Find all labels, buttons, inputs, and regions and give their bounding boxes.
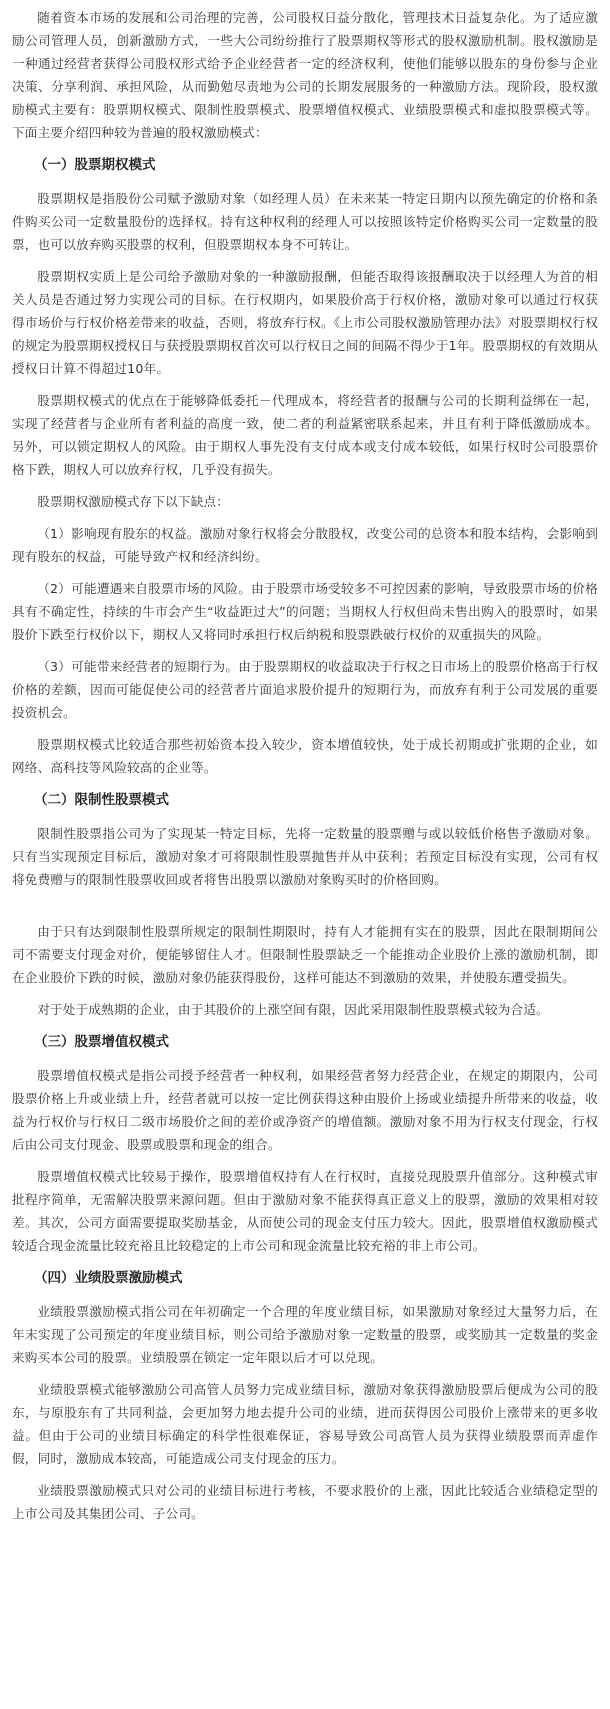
paragraph: 业绩股票模式能够激励公司高管人员努力完成业绩目标，激励对象获得激励股票后便成为公司的股东，与原股东有了共同利益，会更加努力地去提升公司的业绩，进而获得因公司股价上涨带来的更多收益。但由于公司的业绩目标确定的科学性很难保证，容易导致公司高管人员为获得业绩股票而弄虚作假，同时，激励成本较高，可能造成公司支付现金的压力。	[12, 1382, 598, 1466]
paragraph: 业绩股票激励模式只对公司的业绩目标进行考核，不要求股价的上涨，因此比较适合业绩稳定型的上市公司及其集团公司、子公司。	[12, 1483, 598, 1521]
paragraph: 对于处于成熟期的企业，由于其股价的上涨空间有限，因此采用限制性股票模式较为合适。	[37, 1002, 549, 1017]
paragraph: 股票增值权模式比较易于操作，股票增值权持有人在行权时，直接兑现股票升值部分。这种模式审批程序简单，无需解决股票来源问题。但由于激励对象不能获得真正意义上的股票，激励的效果相对较差。其次，公司方面需要提取奖励基金，从而使公司的现金支付压力较大。因此，股票增值权激励模式较适合现金流量比较充裕且比较稳定的上市公司和现金流量比较充裕的非上市公司。	[12, 1169, 598, 1253]
paragraph: 股票期权实质上是公司给予激励对象的一种激励报酬，但能否取得该报酬取决于以经理人为首的相关人员是否通过努力实现公司的目标。在行权期内，如果股价高于行权价格，激励对象可以通过行权获得市场价与行权价格差带来的收益，否则，将放弃行权。《上市公司股权激励管理办法》对股票期权行权的规定为股票期权授权日与获授股票期权首次可以行权日之间的间隔不得少于1年。股票期权的有效期从授权日计算不得超过10年。	[12, 269, 598, 376]
list-item: （2）可能遭遇来自股票市场的风险。由于股票市场受较多不可控因素的影响，导致股票市场的价格具有不确定性，持续的牛市会产生“收益距过大”的问题；当期权人行权但尚未售出购入的股票时，如果股价下跌至行权价以下，期权人又将同时承担行权后纳税和股票跌破行权价的双重损失的风险。	[12, 581, 598, 642]
paragraph: 股票期权是指股份公司赋予激励对象（如经理人员）在未来某一特定日期内以预先确定的价格和条件购买公司一定数量股份的选择权。持有这种权利的经理人可以按照该特定价格购买公司一定数量的股票，也可以放弃购买股票的权利，但股票期权本身不可转让。	[12, 191, 598, 252]
section-heading-stock-appreciation-rights: （三）股票增值权模式	[34, 1034, 169, 1050]
paragraph: 由于只有达到限制性股票所规定的限制性期限时，持有人才能拥有实在的股票，因此在限制期间公司不需要支付现金对价，便能够留住人才。但限制性股票缺乏一个能推动企业股价上涨的激励机制，即在企业股价下跌的时候，激励对象仍能获得股份，这样可能达不到激励的效果，并使股东遭受损失。	[12, 924, 598, 985]
section-heading-stock-options: （一）股票期权模式	[34, 157, 156, 173]
list-item: （1）影响现有股东的权益。激励对象行权将会分散股权，改变公司的总资本和股本结构，会影响到现有股东的权益，可能导致产权和经济纠纷。	[12, 526, 598, 564]
paragraph: 限制性股票指公司为了实现某一特定目标，先将一定数量的股票赠与或以较低价格售予激励对象。只有当实现预定目标后，激励对象才可将限制性股票抛售并从中获利；若预定目标没有实现，公司有权将免费赠与的限制性股票收回或者将售出股票以激励对象购买时的价格回购。	[12, 826, 598, 887]
paragraph: 股票期权模式的优点在于能够降低委托－代理成本，将经营者的报酬与公司的长期利益绑在一起，实现了经营者与企业所有者利益的高度一致，使二者的利益紧密联系起来，并且有利于降低激励成本。另外，可以锁定期权人的风险。由于期权人事先没有支付成本或支付成本较低，如果行权时公司股票价格下跌，期权人可以放弃行权，几乎没有损失。	[12, 393, 598, 477]
intro-paragraph: 随着资本市场的发展和公司治理的完善，公司股权日益分散化，管理技术日益复杂化。为了适应激励公司管理人员，创新激励方式，一些大公司纷纷推行了股票期权等形式的股权激励机制。股权激励是一种通过经营者获得公司股权形式给予企业经营者一定的经济权利，使他们能够以股东的身份参与企业决策、分享利润、承担风险，从而勤勉尽责地为公司的长期发展服务的一种激励方法。现阶段，股权激励模式主要有：股票期权模式、限制性股票模式、股票增值权模式、业绩股票模式和虚拟股票模式等。下面主要介绍四种较为普遍的股权激励模式：	[12, 10, 598, 140]
paragraph: 股票期权激励模式存下以下缺点：	[37, 494, 230, 509]
list-item: （3）可能带来经营者的短期行为。由于股票期权的收益取决于行权之日市场上的股票价格高于行权价格的差额，因而可能促使公司的经营者片面追求股价提升的短期行为，而放弃有利于公司发展的重要投资机会。	[12, 659, 598, 720]
section-heading-restricted-stock: （二）限制性股票模式	[34, 792, 169, 808]
section-heading-performance-shares: （四）业绩股票激励模式	[34, 1270, 183, 1286]
paragraph: 股票增值权模式是指公司授予经营者一种权利，如果经营者努力经营企业，在规定的期限内，公司股票价格上升或业绩上升，经营者就可以按一定比例获得这种由股价上扬或业绩提升所带来的收益，收益为行权价与行权日二级市场股价之间的差价或净资产的增值额。激励对象不用为行权支付现金，行权后由公司支付现金、股票或股票和现金的组合。	[12, 1068, 598, 1152]
blank-spacer	[12, 900, 598, 920]
paragraph: 业绩股票激励模式指公司在年初确定一个合理的年度业绩目标，如果激励对象经过大量努力后，在年末实现了公司预定的年度业绩目标，则公司给予激励对象一定数量的股票，或奖励其一定数量的奖金来购买本公司的股票。业绩股票在锁定一定年限以后才可以兑现。	[12, 1304, 598, 1365]
paragraph: 股票期权模式比较适合那些初始资本投入较少，资本增值较快，处于成长初期或扩张期的企业，如网络、高科技等风险较高的企业等。	[12, 737, 598, 775]
